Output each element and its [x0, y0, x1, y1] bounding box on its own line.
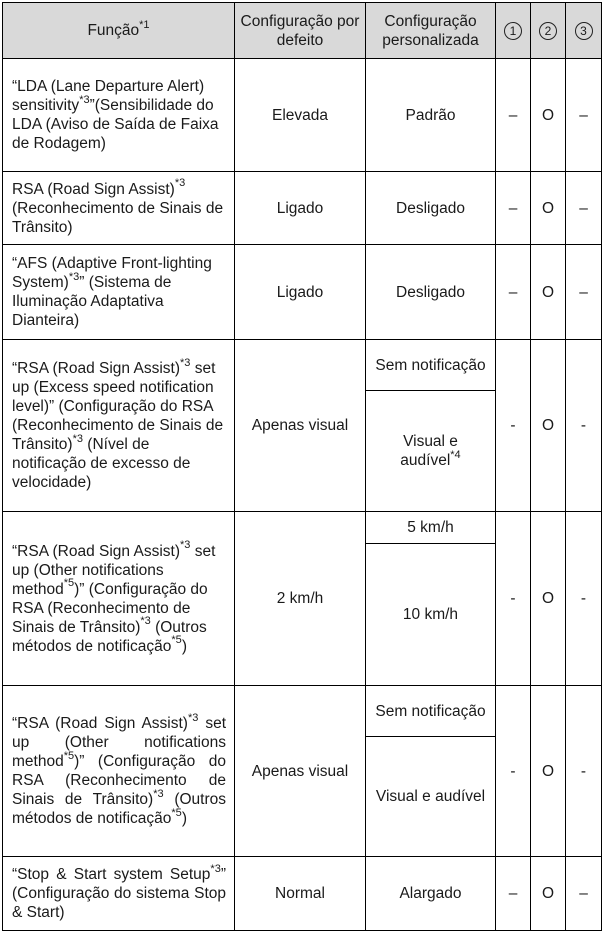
default-cell: 2 km/h — [235, 512, 366, 686]
custom-cell: Visual e audível$^{*4}$ — [366, 391, 496, 512]
default-cell: Normal — [235, 857, 366, 931]
function-cell: “RSA (Road Sign Assist)$^{*3}$ set up (Excess speed notification level)” (Configuração do RSA (Reconhecimento de Sinais de Trânsito)$^{*3}$ (Nível de notificação de excesso de velocidade) — [3, 340, 235, 512]
custom-cell: Desligado — [366, 245, 496, 340]
col3-cell: - — [566, 512, 602, 686]
header-col-1 — [496, 3, 531, 59]
col2-cell: O — [531, 512, 566, 686]
function-cell: “Stop & Start system Setup$^{*3}$” (Configuração do sistema Stop & Start) — [3, 857, 235, 931]
table-row — [3, 245, 602, 340]
table-row — [3, 512, 602, 544]
circled-3-icon: 3 — [575, 22, 593, 40]
custom-cell: Desligado — [366, 172, 496, 245]
table-row — [3, 340, 602, 391]
col2-cell: O — [531, 857, 566, 931]
function-cell: RSA (Road Sign Assist)$^{*3}$ (Reconhecimento de Sinais de Trânsito) — [3, 172, 235, 245]
col3-cell: – — [566, 172, 602, 245]
col1-cell: - — [496, 512, 531, 686]
custom-cell: Padrão — [366, 59, 496, 172]
default-cell: Elevada — [235, 59, 366, 172]
table-row — [3, 172, 602, 245]
default-cell: Apenas visual — [235, 686, 366, 857]
circled-2-icon: 2 — [539, 22, 557, 40]
col3-cell: – — [566, 59, 602, 172]
col1-cell: – — [496, 245, 531, 340]
function-cell: “RSA (Road Sign Assist)$^{*3}$ set up (Other notifications method$^{*5}$)” (Configuração do RSA (Reconhecimento de Sinais de Trânsito)$^{*3}$ (Outros métodos de notificação$^{*5}$) — [3, 512, 235, 686]
col2-cell: O — [531, 340, 566, 512]
custom-cell: Alargado — [366, 857, 496, 931]
table-row — [3, 686, 602, 737]
col3-cell: - — [566, 340, 602, 512]
header-col-3 — [566, 3, 602, 59]
col1-cell: - — [496, 340, 531, 512]
settings-table — [2, 2, 602, 931]
header-col-2 — [531, 3, 566, 59]
col3-cell: – — [566, 245, 602, 340]
custom-cell: 10 km/h — [366, 544, 496, 686]
header-row — [3, 3, 602, 59]
header-config-personalizada: Configuração personalizada — [366, 3, 496, 59]
function-cell: “RSA (Road Sign Assist)$^{*3}$ set up (Other notifications method$^{*5}$)” (Configuração do RSA (Reconhecimento de Sinais de Trânsito)$^{*3}$ (Outros métodos de notificação$^{*5}$) — [3, 686, 235, 857]
table-row — [3, 59, 602, 172]
col1-cell: – — [496, 59, 531, 172]
custom-cell: Sem notificação — [366, 686, 496, 737]
col1-cell: – — [496, 172, 531, 245]
col2-cell: O — [531, 59, 566, 172]
header-funcao: Função$^{*1}$ — [3, 3, 235, 59]
col1-cell: - — [496, 686, 531, 857]
col3-cell: - — [566, 686, 602, 857]
col2-cell: O — [531, 245, 566, 340]
custom-cell: 5 km/h — [366, 512, 496, 544]
header-config-defeito: Configuração por defeito — [235, 3, 366, 59]
col1-cell: – — [496, 857, 531, 931]
function-cell: “AFS (Adaptive Front-lighting System)$^{*3}$” (Sistema de Iluminação Adaptativa Dianteira) — [3, 245, 235, 340]
function-cell: “LDA (Lane Departure Alert) sensitivity$^{*3}$”(Sensibilidade do LDA (Aviso de Saída de Faixa de Rodagem) — [3, 59, 235, 172]
custom-cell: Sem notificação — [366, 340, 496, 391]
col2-cell: O — [531, 172, 566, 245]
circled-1-icon: 1 — [504, 22, 522, 40]
table-row — [3, 857, 602, 931]
col2-cell: O — [531, 686, 566, 857]
default-cell: Ligado — [235, 245, 366, 340]
col3-cell: – — [566, 857, 602, 931]
default-cell: Ligado — [235, 172, 366, 245]
custom-cell: Visual e audível — [366, 737, 496, 857]
default-cell: Apenas visual — [235, 340, 366, 512]
